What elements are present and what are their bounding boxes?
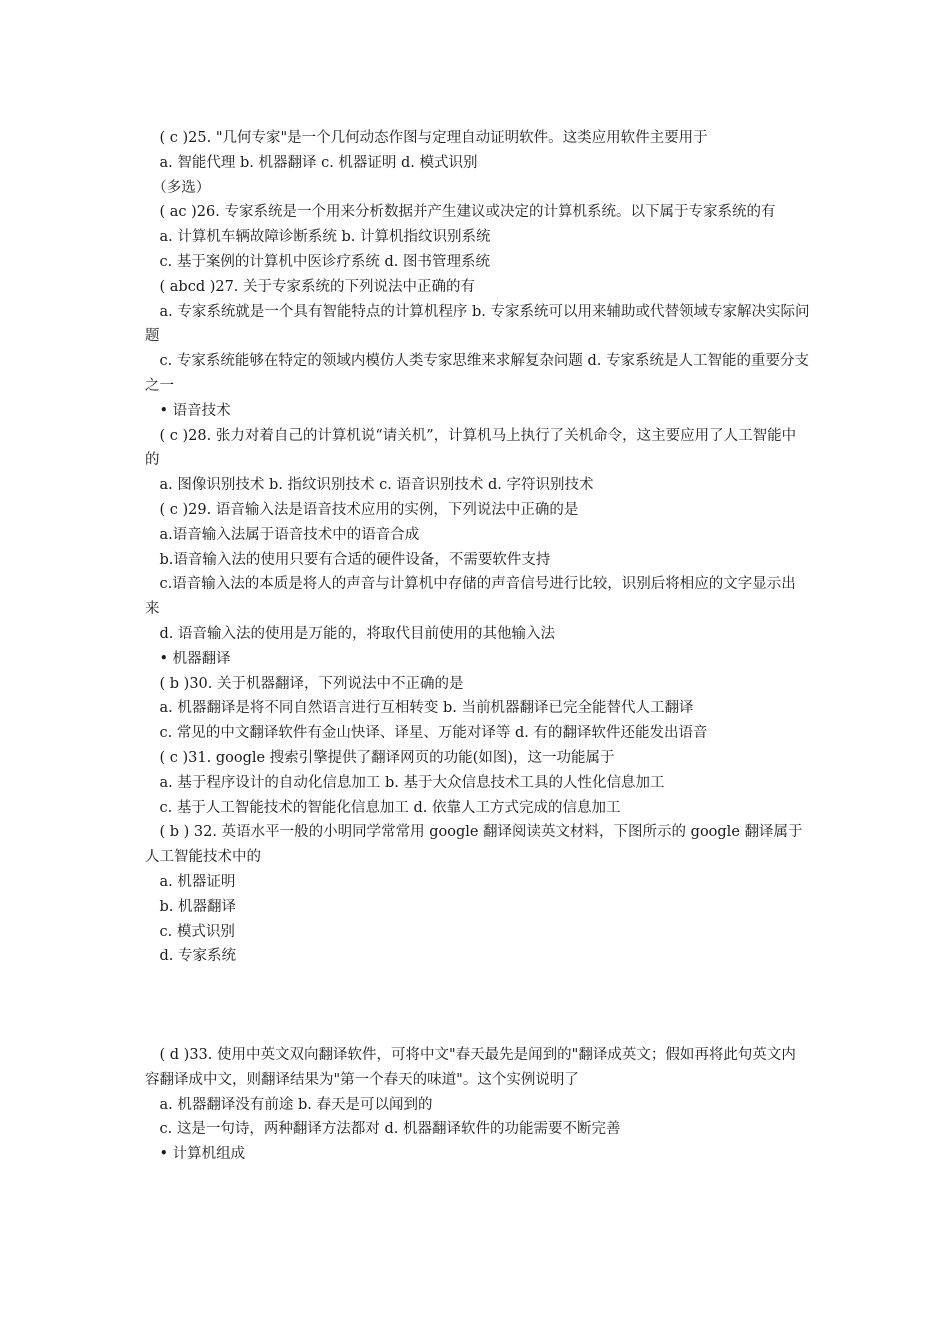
question-27-options-cd: c. 专家系统能够在特定的领域内模仿人类专家思维来求解复杂问题 d. 专家系统是人工智能的重要分支之一 (145, 353, 809, 394)
question-32-option-a: a. 机器证明 (145, 873, 236, 890)
question-29-option-c: c.语音输入法的本质是将人的声音与计算机中存储的声音信号进行比较，识别后将相应的文字显示出来 (145, 576, 796, 618)
blank-space (145, 969, 810, 1043)
question-29-option-d: d. 语音输入法的使用是万能的，将取代目前使用的其他输入法 (145, 625, 555, 642)
question-31: ( c )31. google 搜索引擎提供了翻译网页的功能(如图)，这一功能属于 (145, 749, 615, 766)
question-31-options-cd: c. 基于人工智能技术的智能化信息加工 d. 依靠人工方式完成的信息加工 (145, 799, 621, 816)
question-32-option-c: c. 模式识别 (145, 923, 235, 940)
section-heading-translation: • 机器翻译 (145, 650, 231, 667)
question-30-options-ab: a. 机器翻译是将不同自然语言进行互相转变 b. 当前机器翻译已完全能替代人工翻译 (145, 700, 694, 717)
question-25: ( c )25. "几何专家"是一个几何动态作图与定理自动证明软件。这类应用软件主要用于 (145, 130, 708, 146)
question-26-options-cd: c. 基于案例的计算机中医诊疗系统 d. 图书管理系统 (145, 253, 490, 270)
question-27-options-ab: a. 专家系统就是一个具有智能特点的计算机程序 b. 专家系统可以用来辅助或代替领域专家解决实际问题 (145, 303, 810, 345)
question-32-option-b: b. 机器翻译 (145, 898, 236, 915)
question-29: ( c )29. 语音输入法是语音技术应用的实例，下列说法中正确的是 (145, 501, 579, 518)
section-heading-computer: • 计算机组成 (145, 1146, 246, 1163)
question-25-options: a. 智能代理 b. 机器翻译 c. 机器证明 d. 模式识别 (145, 154, 478, 171)
section-heading-speech: • 语音技术 (145, 402, 231, 419)
question-30-options-cd: c. 常见的中文翻译软件有金山快译、译星、万能对译等 d. 有的翻译软件还能发出语音 (145, 725, 708, 742)
document-body (145, 126, 810, 1167)
question-33-options-ab: a. 机器翻译没有前途 b. 春天是可以闻到的 (145, 1096, 433, 1113)
question-27: ( abcd )27. 关于专家系统的下列说法中正确的有 (145, 278, 476, 295)
question-31-options-ab: a. 基于程序设计的自动化信息加工 b. 基于大众信息技术工具的人性化信息加工 (145, 774, 665, 791)
question-29-option-b: b.语音输入法的使用只要有合适的硬件设备，不需要软件支持 (145, 551, 551, 568)
question-33: ( d )33. 使用中英文双向翻译软件，可将中文"春天最先是闻到的"翻译成英文；假如再将此句英文内容翻译成中文，则翻译结果为"第一个春天的味道"。这个实例说明了 (145, 1047, 796, 1088)
question-26: ( ac )26. 专家系统是一个用来分析数据并产生建议或决定的计算机系统。以下属于专家系统的有 (145, 204, 776, 221)
question-26-options-ab: a. 计算机车辆故障诊断系统 b. 计算机指纹识别系统 (145, 229, 491, 246)
question-32-option-d: d. 专家系统 (145, 948, 236, 965)
question-28: ( c )28. 张力对着自己的计算机说“请关机”，计算机马上执行了关机命令，这主要应用了人工智能中的 (145, 427, 797, 469)
multi-select-note: （多选） (145, 179, 211, 196)
question-33-options-cd: c. 这是一句诗，两种翻译方法都对 d. 机器翻译软件的功能需要不断完善 (145, 1121, 621, 1138)
question-28-options: a. 图像识别技术 b. 指纹识别技术 c. 语音识别技术 d. 字符识别技术 (145, 477, 594, 494)
question-32: ( b ) 32. 英语水平一般的小明同学常常用 google 翻译阅读英文材料，下图所示的 google 翻译属于人工智能技术中的 (145, 824, 803, 866)
question-29-option-a: a.语音输入法属于语音技术中的语音合成 (145, 526, 420, 543)
question-30: ( b )30. 关于机器翻译，下列说法中不正确的是 (145, 675, 464, 692)
